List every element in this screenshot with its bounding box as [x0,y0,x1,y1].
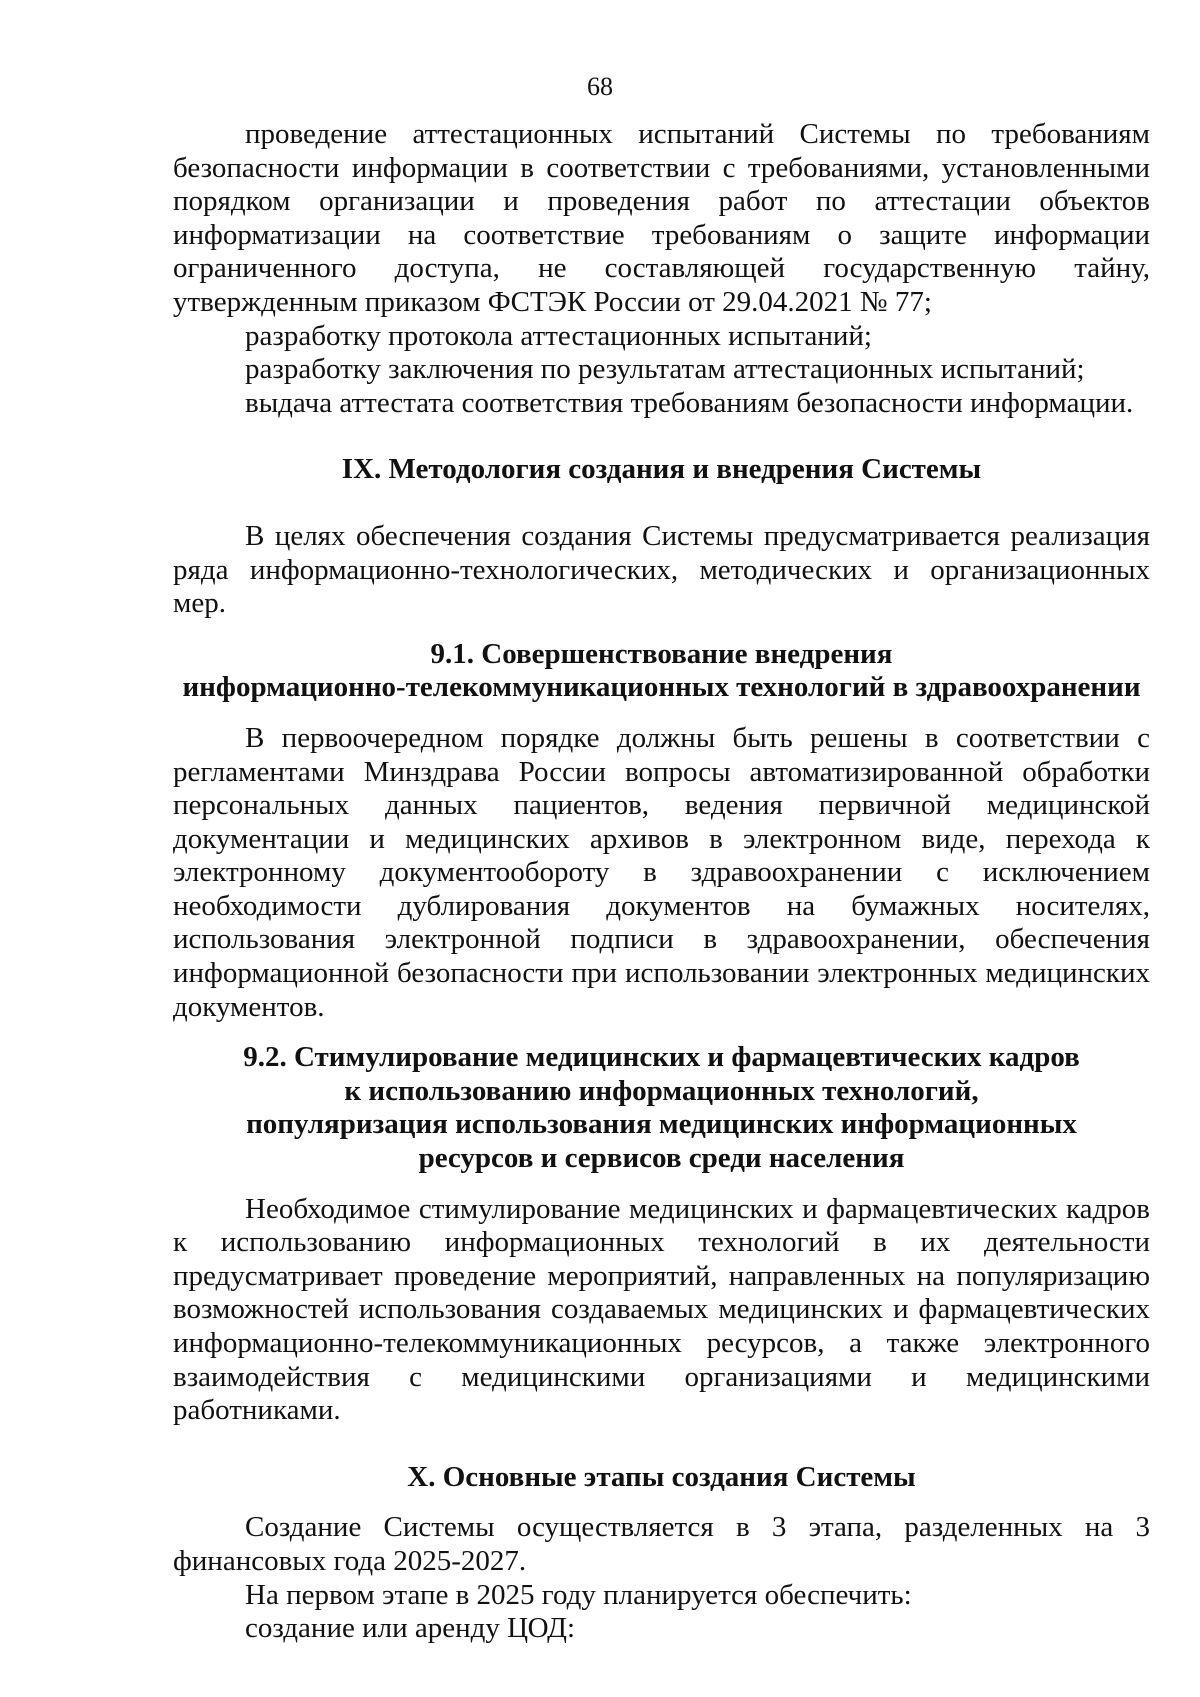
subsection-heading-9-2 [173,1041,1150,1175]
paragraph-conclusion: разработку заключения по результатам аттестационных испытаний; [245,353,1085,386]
subsection-heading-9-1 [173,638,1150,705]
paragraph-certificate: выдача аттестата соответствия требованиям безопасности информации. [245,386,1134,419]
paragraph-attestation-tests: проведение аттестационных испытаний Системы по требованиям безопасности информации в соответствии с требованиями, установленными порядком организации и проведения работ по аттестации объектов информатизации на соответствие требованиям о защите информации ограниченного доступа, не составляющей государственную тайну, утвержденным приказом ФСТЭК России от 29.04.2021 № 77; [173,118,1150,318]
page-number: 68 [587,72,613,101]
heading-9-2-line-4: ресурсов и сервисов среди населения [418,1142,905,1175]
heading-9-2-line-2: к использованию информационных технологий, [344,1074,979,1107]
heading-9-2-line-3: популяризация использования медицинских информационных [246,1108,1077,1141]
paragraph-data-center: создание или аренду ЦОД: [245,1612,576,1645]
heading-9-2-line-1: 9.2. Стимулирование медицинских и фармацевтических кадров [243,1041,1080,1074]
heading-9-1-line-2: информационно-телекоммуникационных технологий в здравоохранении [182,671,1141,704]
document-body [173,118,1150,1646]
paragraph-methodology: В целях обеспечения создания Системы предусматривается реализация ряда информационно-технологических, методических и организационных мер. [173,519,1150,620]
paragraph-protocol: разработку протокола аттестационных испытаний; [245,319,872,352]
paragraph-stimulation: Необходимое стимулирование медицинских и фармацевтических кадров к использованию информационных технологий в их деятельности предусматривает проведение мероприятий, направленных на популяризацию возможностей использования создаваемых медицинских и фармацевтических информационно-телекоммуникационных ресурсов, а также электронного взаимодействия с медицинскими организациями и медицинскими работниками. [173,1192,1150,1427]
section-heading-ix: IX. Методология создания и внедрения Системы [341,453,982,486]
paragraph-first-stage: На первом этапе в 2025 году планируется обеспечить: [245,1578,912,1611]
section-heading-x: X. Основные этапы создания Системы [407,1460,916,1493]
paragraph-priority-tasks: В первоочередном порядке должны быть решены в соответствии с регламентами Минздрава России вопросы автоматизированной обработки персональных данных пациентов, ведения первичной медицинской документации и медицинских архивов в электронном виде, перехода к электронному документообороту в здравоохранении с исключением необходимости дублирования документов на бумажных носителях, использования электронной подписи в здравоохранении, обеспечения информационной безопасности при использовании электронных медицинских документов. [173,721,1150,1023]
heading-9-1-line-1: 9.1. Совершенствование внедрения [430,637,893,670]
paragraph-stages: Создание Системы осуществляется в 3 этапа, разделенных на 3 финансовых года 2025-2027. [173,1511,1150,1577]
